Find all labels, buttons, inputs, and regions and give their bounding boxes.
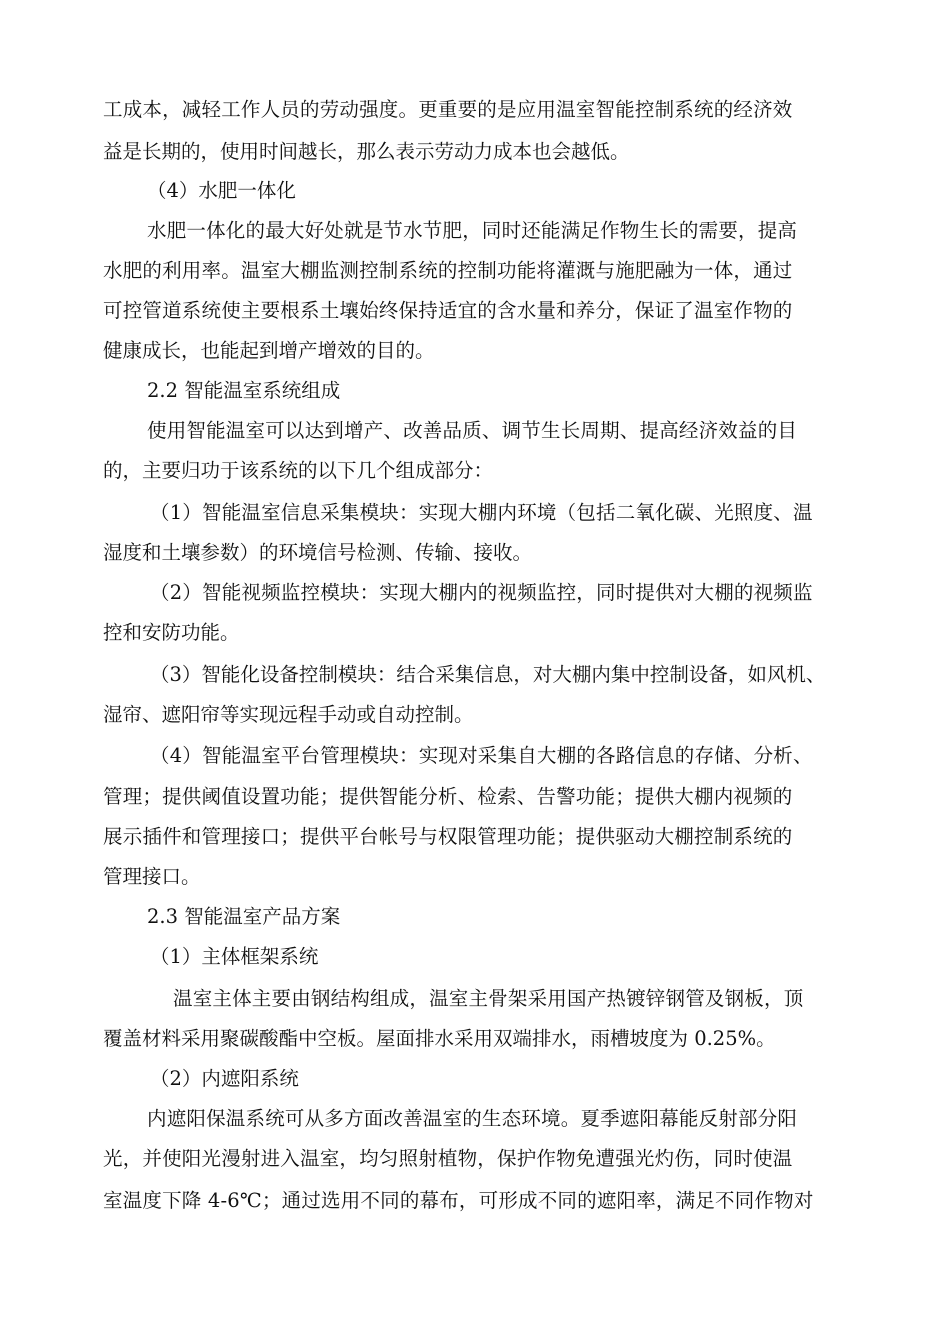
list-item-line: 管理接口。 — [103, 865, 201, 888]
list-item-line: 湿度和土壤参数）的环境信号检测、传输、接收。 — [103, 541, 533, 564]
list-item-line: 展示插件和管理接口；提供平台帐号与权限管理功能；提供驱动大棚控制系统的 — [103, 825, 793, 848]
paragraph-line: 水肥的利用率。温室大棚监测控制系统的控制功能将灌溉与施肥融为一体，通过 — [103, 259, 793, 282]
list-item-line: 管理；提供阈值设置功能；提供智能分析、检索、告警功能；提供大棚内视频的 — [103, 785, 793, 808]
list-item-line: 湿帘、遮阳帘等实现远程手动或自动控制。 — [103, 703, 474, 726]
section-heading: （4）水肥一体化 — [147, 179, 296, 202]
paragraph-line: 水肥一体化的最大好处就是节水节肥，同时还能满足作物生长的需要，提高 — [147, 219, 798, 242]
list-item-line: （1）智能温室信息采集模块：实现大棚内环境（包括二氧化碳、光照度、温 — [150, 501, 813, 524]
subsection-heading: （1）主体框架系统 — [150, 945, 319, 968]
paragraph-line: 室温度下降 4-6℃；通过选用不同的幕布，可形成不同的遮阳率，满足不同作物对 — [103, 1189, 814, 1212]
paragraph-line: 温室主体主要由钢结构组成，温室主骨架采用国产热镀锌钢管及钢板，顶 — [173, 987, 804, 1010]
subsection-heading: （2）内遮阳系统 — [150, 1067, 299, 1090]
list-item-line: （2）智能视频监控模块：实现大棚内的视频监控，同时提供对大棚的视频监 — [150, 581, 813, 604]
paragraph-line: 益是长期的，使用时间越长，那么表示劳动力成本也会越低。 — [103, 140, 630, 163]
paragraph-line: 内遮阳保温系统可从多方面改善温室的生态环境。夏季遮阳幕能反射部分阳 — [147, 1107, 798, 1130]
paragraph-line: 健康成长，也能起到增产增效的目的。 — [103, 339, 435, 362]
paragraph-line: 工成本，减轻工作人员的劳动强度。更重要的是应用温室智能控制系统的经济效 — [103, 98, 793, 121]
paragraph-line: 光，并使阳光漫射进入温室，均匀照射植物，保护作物免遭强光灼伤，同时使温 — [103, 1147, 793, 1170]
list-item-line: （4）智能温室平台管理模块：实现对采集自大棚的各路信息的存储、分析、 — [150, 744, 813, 767]
section-heading: 2.2 智能温室系统组成 — [147, 379, 341, 402]
list-item-line: 控和安防功能。 — [103, 621, 240, 644]
paragraph-line: 可控管道系统使主要根系土壤始终保持适宜的含水量和养分，保证了温室作物的 — [103, 299, 793, 322]
list-item-line: （3）智能化设备控制模块：结合采集信息，对大棚内集中控制设备，如风机、 — [150, 663, 826, 686]
section-heading: 2.3 智能温室产品方案 — [147, 905, 341, 928]
paragraph-line: 覆盖材料采用聚碳酸酯中空板。屋面排水采用双端排水，雨槽坡度为 0.25%。 — [103, 1027, 776, 1050]
paragraph-line: 使用智能温室可以达到增产、改善品质、调节生长周期、提高经济效益的目 — [147, 419, 798, 442]
paragraph-line: 的，主要归功于该系统的以下几个组成部分： — [103, 459, 494, 482]
